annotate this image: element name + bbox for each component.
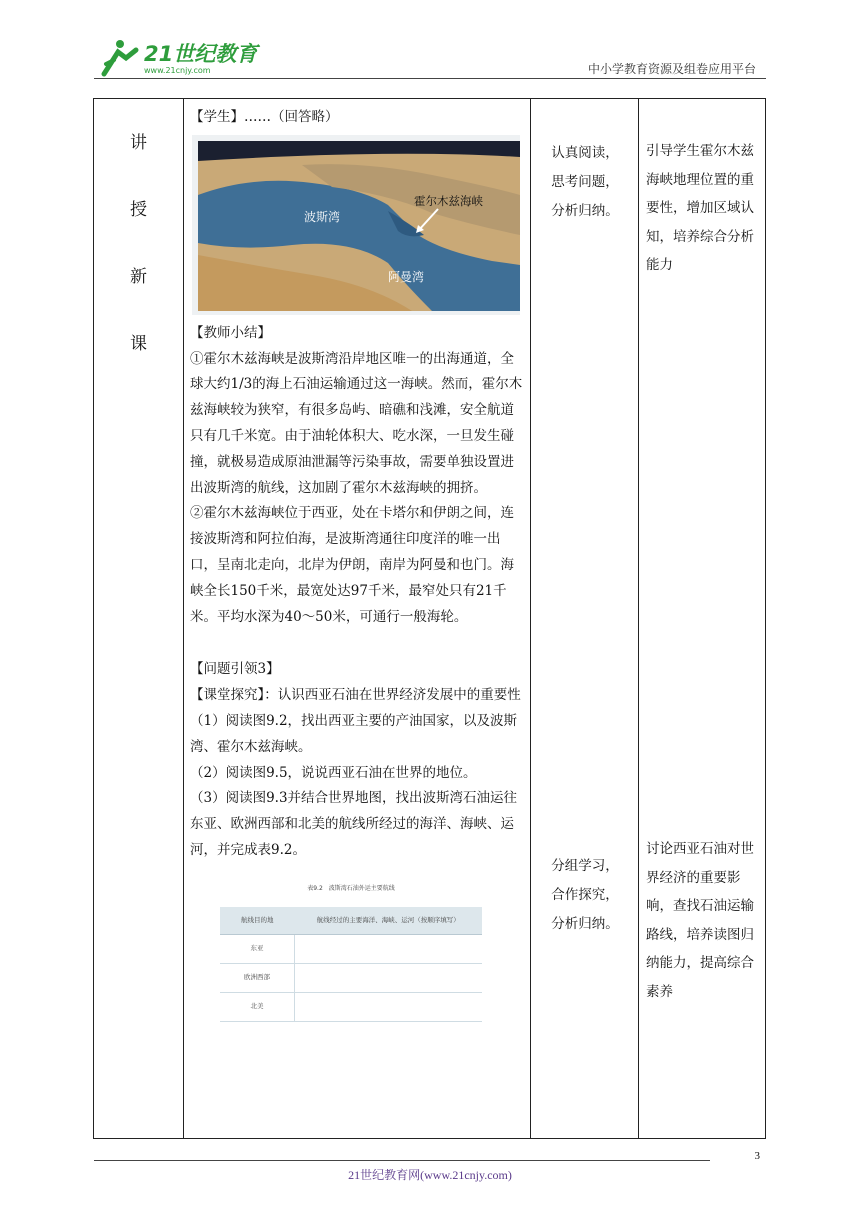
footer-site: 21世纪教育网(www.21cnjy.com) — [348, 1168, 512, 1182]
stage-label — [94, 135, 183, 403]
map-label-gulf: 波斯湾 — [304, 209, 341, 224]
student-activity-1 — [534, 139, 636, 226]
design-intent-1: 引导学生霍尔木兹海峡地理位置的重要性，增加区域认知，培养综合分析能力 — [646, 143, 754, 273]
summary-para-2: ②霍尔木兹海峡位于西亚，处在卡塔尔和伊朗之间，连接波斯湾和阿拉伯海，是波斯湾通往印度洋的唯一出口，呈南北走向，北岸为伊朗，南岸为阿曼和也门。海峡全长150千米，最宽处达97千米，最窄处只有21千米。平均水深为40～50米，可通行一般海轮。 — [190, 505, 514, 625]
question-title: 【问题引领3】 — [190, 661, 280, 678]
column-divider — [638, 99, 639, 1138]
header-platform-text: 中小学教育资源及组卷应用平台 — [587, 62, 756, 76]
activity-line: 思考问题， — [551, 174, 619, 190]
site-logo — [96, 34, 266, 80]
explore-title: 【课堂探究】：认识西亚石油在世界经济发展中的重要性 — [190, 687, 521, 704]
route-table-caption: 表9.2 波斯湾石油外运主要航线 — [307, 884, 395, 892]
logo-url: www.21cnjy.com — [144, 66, 211, 75]
summary-title: 【教师小结】 — [190, 324, 271, 341]
stage-char: 授 — [130, 200, 147, 220]
summary-para-1: ①霍尔木兹海峡是波斯湾沿岸地区唯一的出海通道，全球大约1/3的海上石油运输通过这一海峡。然而，霍尔木兹海峡较为狭窄，有很多岛屿、暗礁和浅滩，安全航道只有几千米宽。由于油轮体积大、吃水深，一旦发生碰撞，就极易造成原油泄漏等污染事故，需要单独设置进出波斯湾的航线，这加剧了霍尔木兹海峡的拥挤。 — [190, 350, 523, 496]
task-3: （3）阅读图9.3并结合世界地图，找出波斯湾石油运往东亚、欧洲西部和北美的航线所经过的海洋、海峡、运河，并完成表9.2。 — [190, 790, 518, 858]
logo-text: 21世纪教育 — [144, 42, 258, 66]
satellite-map-image — [192, 135, 520, 315]
footer-divider — [94, 1160, 710, 1161]
column-divider — [530, 99, 531, 1138]
route-destination: 北美 — [220, 992, 295, 1021]
column-divider — [183, 99, 184, 1138]
table-row — [220, 964, 482, 993]
activity-line: 合作探究， — [551, 887, 619, 903]
route-table-image — [220, 876, 482, 1022]
route-destination: 欧洲西部 — [220, 964, 295, 993]
design-intent-2: 讨论西亚石油对世界经济的重要影响，查找石油运输路线，培养读图归纳能力，提高综合素养 — [646, 841, 754, 1000]
student-answer: 【学生】……（回答略） — [190, 109, 339, 125]
activity-line: 分析归纳。 — [551, 916, 619, 932]
student-activity-2 — [534, 852, 636, 939]
lesson-table — [93, 98, 766, 1139]
activity-line: 分组学习， — [551, 858, 619, 874]
stage-char: 新 — [130, 267, 147, 287]
map-label-oman: 阿曼湾 — [388, 269, 425, 284]
table-row — [220, 935, 482, 964]
header-divider — [94, 78, 766, 79]
teaching-content — [190, 105, 526, 1022]
route-destination: 东亚 — [220, 935, 295, 964]
stage-char: 讲 — [130, 133, 147, 153]
route-table-header: 航线经过的主要海洋、海峡、运河（按顺序填写） — [295, 907, 483, 935]
activity-line: 分析归纳。 — [551, 203, 619, 219]
route-table-header: 航线目的地 — [220, 907, 295, 935]
task-1: （1）阅读图9.2，找出西亚主要的产油国家，以及波斯湾、霍尔木兹海峡。 — [190, 712, 518, 755]
map-label-strait: 霍尔木兹海峡 — [414, 193, 483, 208]
activity-line: 认真阅读， — [551, 145, 619, 161]
page-number: 3 — [754, 1150, 760, 1162]
table-row — [220, 992, 482, 1021]
stage-char: 课 — [130, 334, 147, 354]
task-2: （2）阅读图9.5，说说西亚石油在世界的地位。 — [190, 764, 477, 781]
